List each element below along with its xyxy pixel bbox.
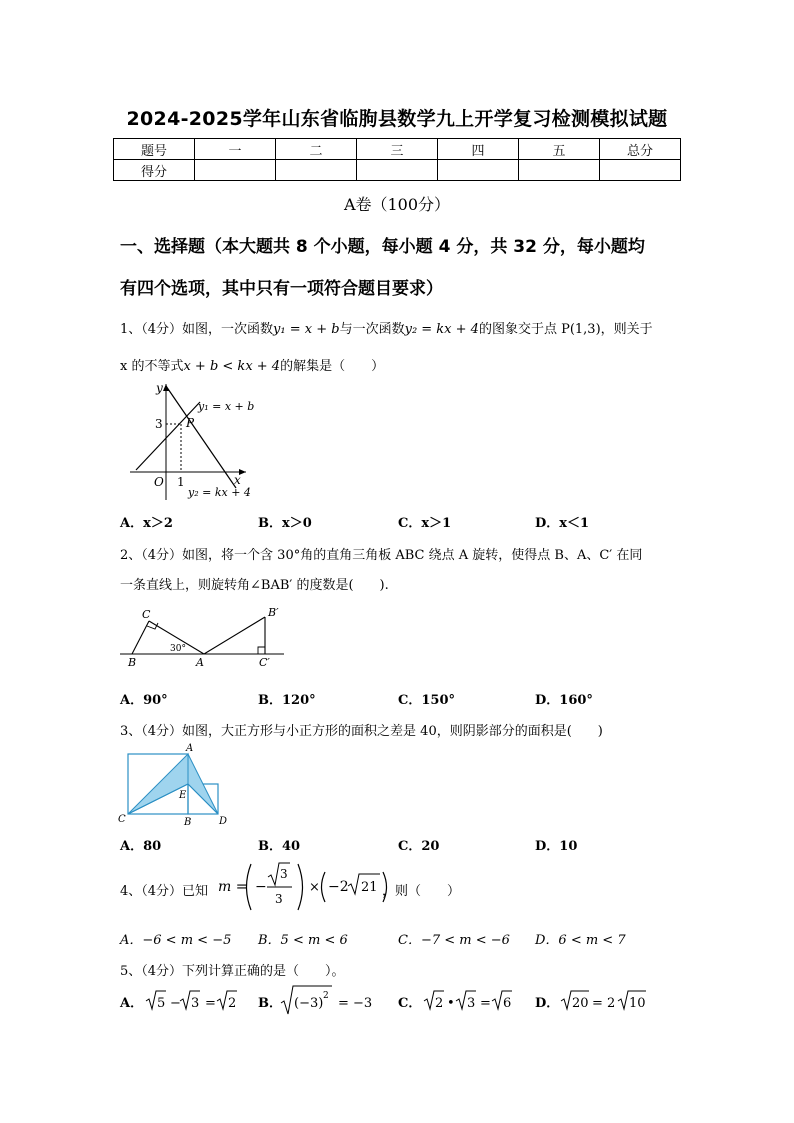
table-cell: 五 [519,139,600,160]
math-text: − [255,879,267,895]
table-cell [276,160,357,181]
math-text: × [309,880,320,895]
math-text: 3 [191,996,200,1011]
math-text: 10 [629,996,646,1011]
score-table [113,138,681,181]
math-text: 21 [361,880,378,895]
table-cell: 得分 [114,160,195,181]
q1-option-c: C．x＞1 [398,516,452,531]
q2-option-a: A．90° [120,693,168,708]
math-text: 2 [323,991,329,1001]
math-text: 2 [228,996,237,1011]
math-text: −2 [328,879,349,895]
fig-label: A [186,743,194,754]
fig-label: 3 [155,417,163,431]
table-cell: 二 [276,139,357,160]
fig-label: x [234,473,241,487]
q1-option-b: B．x＞0 [258,516,312,531]
q4-suffix: ，则（ ） [382,884,461,899]
table-cell [438,160,519,181]
q5-option-a-letter: A． [120,996,144,1011]
q5-line1: 5、（4分）下列计算正确的是（ ）。 [120,964,345,979]
q2-line1: 2、（4分）如图，将一个含 30°角的直角三角板 ABC 绕点 A 旋转，使得点 B、A、C′ 在同 [120,548,643,563]
q5-option-d-letter: D． [535,996,560,1011]
fig-label: C′ [259,656,270,669]
math-text: − [170,996,181,1011]
math-text: (−3) [294,996,324,1011]
fig-label: 1 [177,475,185,489]
q3-figure [116,740,236,828]
fig-label: C [142,608,151,621]
q2-option-d: D．160° [535,693,593,708]
fig-label: O [154,475,164,489]
q2-figure [118,604,298,672]
q2-option-b: B．120° [258,693,316,708]
fig-label: B [184,817,192,828]
page-title: 2024-2025学年山东省临朐县数学九上开学复习检测模拟试题 [126,108,668,130]
fig-label: y [156,381,163,395]
fig-label: A [196,656,204,669]
table-row [114,160,681,181]
fig-label: D [219,816,228,827]
math-text: 2 [435,996,444,1011]
q2-line2: 一条直线上，则旋转角∠BAB′ 的度数是( ). [120,578,389,593]
table-cell [195,160,276,181]
q3-line1: 3、（4分）如图，大正方形与小正方形的面积之差是 40，则阴影部分的面积是( ) [120,724,603,739]
section-heading-line2: 有四个选项，其中只有一项符合题目要求） [120,279,443,299]
section-heading-line1: 一、选择题（本大题共 8 个小题，每小题 4 分，共 32 分，每小题均 [120,237,645,257]
math-text: = 2 [592,996,616,1011]
q4-option-b: B．5 < m < 6 [258,933,348,948]
table-cell: 四 [438,139,519,160]
fig-label: B′ [268,606,279,619]
volume-heading: A卷（100分） [343,195,451,214]
table-cell [600,160,681,181]
table-cell: 题号 [114,139,195,160]
fig-label: y₁ = x + b [198,400,255,413]
q3-option-c: C．20 [398,839,440,854]
q4-prefix: 4、（4分）已知 [120,884,209,899]
table-row [114,139,681,160]
q2-option-c: C．150° [398,693,455,708]
math-text: • [447,996,455,1011]
q3-option-a: A．80 [120,839,162,854]
table-cell [357,160,438,181]
math-text: = [205,996,216,1011]
fig-label: C [118,814,126,825]
table-cell: 三 [357,139,438,160]
fig-label: y₂ = kx + 4 [188,486,251,499]
q3-option-b: B．40 [258,839,301,854]
q3-option-d: D．10 [535,839,578,854]
q5-option-c-letter: C． [398,996,422,1011]
q1-option-a: A．x＞2 [120,516,173,531]
q1-line2: x 的不等式x + b < kx + 4的解集是（ ） [120,359,385,374]
q1-figure [118,380,268,502]
fig-label: B [128,656,137,669]
q5-options [118,984,648,1020]
math-text: 3 [467,996,476,1011]
fig-label: E [179,790,187,801]
q5-option-b-letter: B． [258,996,282,1011]
table-cell [519,160,600,181]
q1-option-d: D．x＜1 [535,516,590,531]
math-text: 3 [275,892,283,906]
math-text: = [480,996,491,1011]
q4-option-d: D．6 < m < 7 [535,933,626,948]
q4-option-c: C．−7 < m < −6 [398,933,510,948]
q1-line1: 1、（4分）如图，一次函数y₁ = x + b与一次函数y₂ = kx + 4的图象交于点 P(1,3)，则关于 [120,322,653,337]
math-text: 5 [157,996,166,1011]
fig-label: P [186,416,195,430]
math-text: 20 [572,996,589,1011]
math-text: 6 [503,996,512,1011]
fig-label: 30° [170,644,186,654]
math-text: m = [218,879,248,895]
math-text: 3 [280,867,288,881]
table-cell: 一 [195,139,276,160]
q4-option-a: A．−6 < m < −5 [120,933,232,948]
table-cell: 总分 [600,139,681,160]
math-text: = −3 [338,996,373,1011]
